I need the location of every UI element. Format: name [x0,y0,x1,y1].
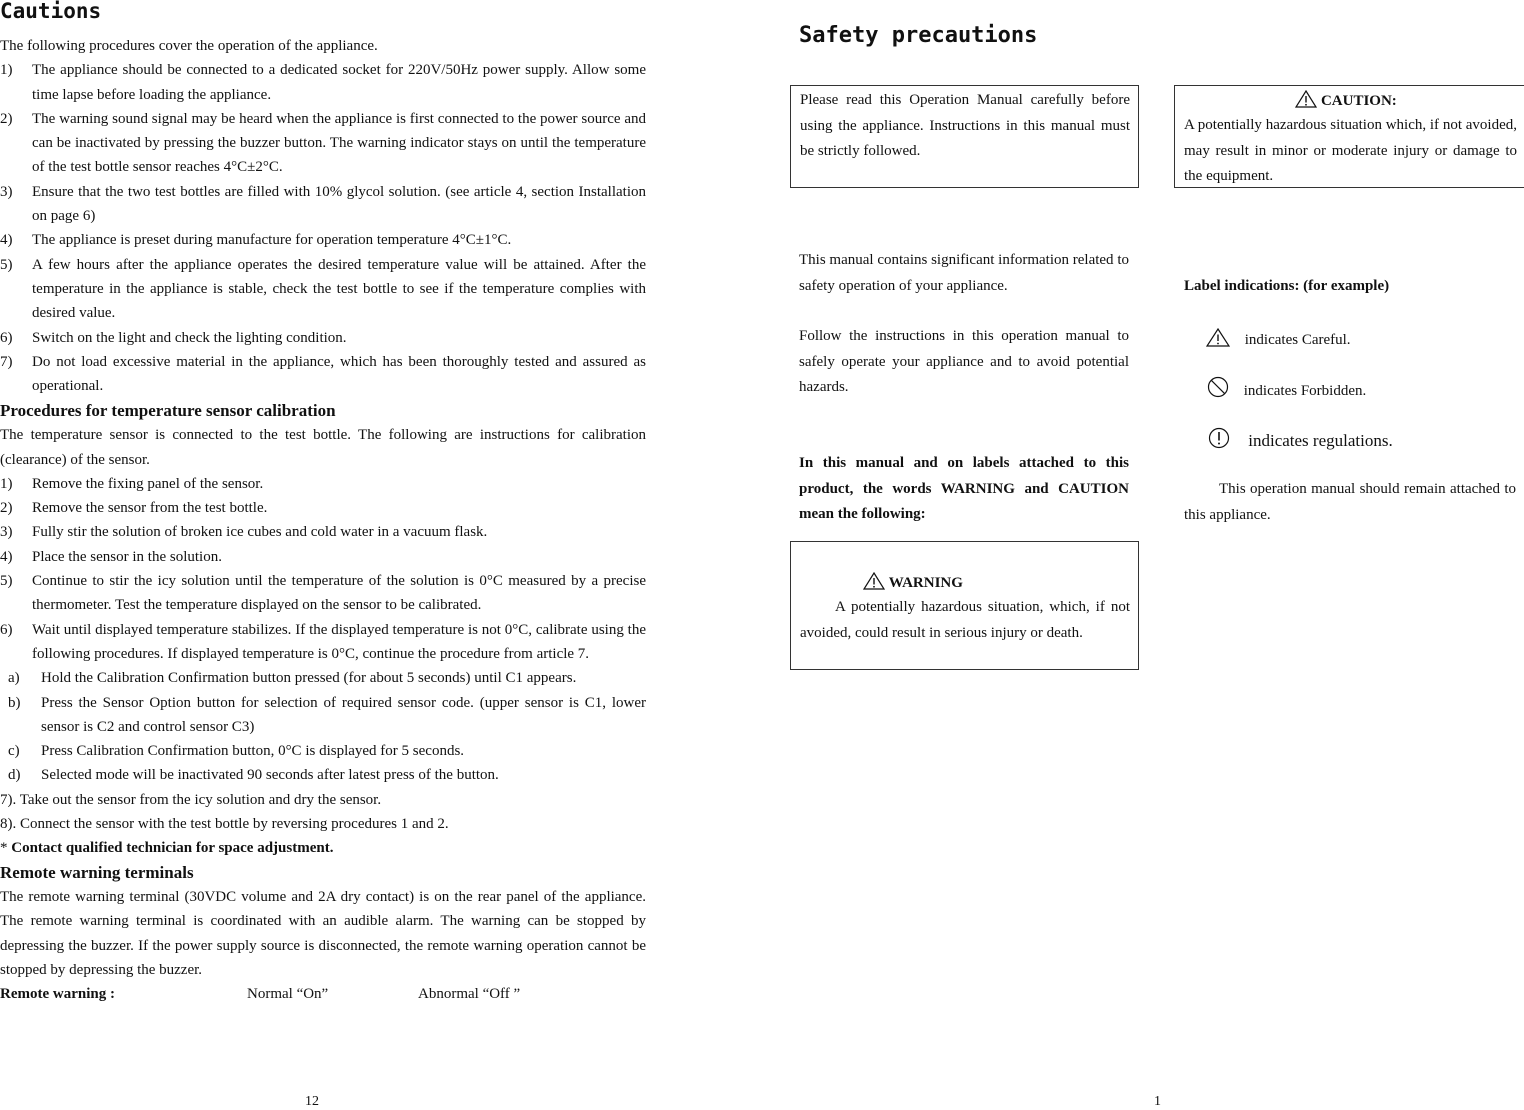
list-item [0,180,646,229]
calibration-step-7: 7). Take out the sensor from the icy solution and dry the sensor. [0,791,382,808]
list-text: A few hours after the appliance operates the desired temperature value will be attained. After the temperature in the appliance is stable, check the test bottle to see if the temperature complies with desired value. [32,256,646,322]
list-item [0,569,646,618]
forbidden-icon [1207,376,1229,398]
info-paragraph-2: Follow the instructions in this operation manual to safely operate your appliance and to avoid potential hazards. [799,328,1129,395]
list-number: 4) [0,232,13,249]
calibration-section [0,399,646,1006]
remote-status-row [0,982,646,1006]
warning-text: A potentially hazardous situation, which, if not avoided, could result in serious injury or death. [800,599,1130,641]
list-number: 1) [0,62,13,79]
list-text: Do not load excessive material in the appliance, which has been thoroughly tested and assured as operational. [32,353,646,395]
safety-title: Safety precautions [799,23,1038,48]
label-item-forbidden [1207,376,1366,402]
list-number: 2) [0,500,13,517]
caution-header [1175,90,1517,112]
list-text: Wait until displayed temperature stabilizes. If the displayed temperature is not 0°C, calibrate using the following procedures. If displayed temperature is 0°C, continue the procedure from article 7. [32,621,646,662]
remote-abnormal-status: Abnormal “Off ” [418,986,521,1003]
warning-triangle-icon [1295,90,1317,108]
list-item [0,350,646,399]
list-number: 5) [0,573,13,590]
contact-note-text: Contact qualified technician for space adjustment. [11,840,334,857]
read-manual-text: Please read this Operation Manual carefully before using the appliance. Instructions in this manual must be strictly followed. [800,92,1130,159]
label-text: indicates regulations. [1248,431,1393,450]
info-paragraph-1: This manual contains significant information related to safety operation of your appliance. [799,252,1129,294]
list-number: 6) [0,329,13,346]
label-item-regulations [1208,427,1393,452]
list-text: The appliance is preset during manufacture for operation temperature 4°C±1°C. [32,232,512,249]
list-item [0,545,646,569]
warning-label: WARNING [888,575,963,591]
list-number: 6) [0,621,13,638]
list-text: Press the Sensor Option button for selection of required sensor code. (upper sensor is C1, lower sensor is C2 and control sensor C3) [41,694,646,735]
warning-header [863,572,963,594]
warning-triangle-icon [1206,328,1230,347]
list-text: Hold the Calibration Confirmation button pressed (for about 5 seconds) until C1 appears. [41,670,577,687]
read-manual-box [790,85,1139,188]
list-item [0,618,646,667]
label-text: indicates Careful. [1244,332,1351,348]
remote-heading: Remote warning terminals [0,862,194,882]
list-text: Ensure that the two test bottles are filled with 10% glycol solution. (see article 4, section Installation on page 6) [32,183,646,225]
label-text: indicates Forbidden. [1243,383,1367,399]
page-number-right: 1 [1154,1094,1161,1109]
list-text: The warning sound signal may be heard when the appliance is first connected to the power source and can be inactivated by pressing the buzzer button. The warning indicator stays on until the temperature of the test bottle sensor reaches 4°C±2°C. [32,110,646,176]
list-number: 3) [0,183,13,200]
list-item [0,58,646,107]
remote-text: The remote warning terminal (30VDC volume and 2A dry contact) is on the rear panel of the appliance. The remote warning terminal is coordinated with an audible alarm. The warning can be stopped by depressing the buzzer. If the power supply source is disconnected, the remote warning operation cannot be stopped by depressing the buzzer. [0,888,646,978]
list-item [0,107,646,180]
list-number: 5) [0,256,13,273]
cautions-list [0,58,646,398]
list-item [0,763,646,787]
list-item [0,496,646,520]
warning-box [790,541,1139,670]
list-text: Remove the fixing panel of the sensor. [32,475,264,492]
list-item [0,691,646,740]
list-number: 3) [0,524,13,541]
label-item-careful [1206,328,1351,351]
calibration-intro: The temperature sensor is connected to the test bottle. The following are instructions for calibration (clearance) of the sensor. [0,427,646,468]
exclamation-circle-icon [1208,427,1230,449]
list-number: d) [8,767,21,784]
list-text: Selected mode will be inactivated 90 seconds after latest press of the button. [41,767,499,784]
list-text: Switch on the light and check the lighting condition. [32,329,347,346]
cautions-title: Cautions [0,0,102,23]
caution-label: CAUTION: [1320,93,1397,109]
list-number: 2) [0,110,13,127]
list-item [0,520,646,544]
remote-warning-label: Remote warning : [0,986,115,1003]
calibration-step-8: 8). Connect the sensor with the test bottle by reversing procedures 1 and 2. [0,816,449,833]
list-number: 1) [0,475,13,492]
list-number: b) [8,694,21,711]
list-item [0,228,646,252]
warning-triangle-icon [863,572,885,590]
meaning-paragraph: In this manual and on labels attached to this product, the words WARNING and CAUTION mean the following: [799,455,1129,522]
list-number: 7) [0,353,13,370]
list-item [0,326,646,350]
list-item [0,253,646,326]
list-text: Place the sensor in the solution. [32,548,222,565]
contact-note [0,836,646,860]
label-indications-heading: Label indications: (for example) [1184,278,1390,294]
list-item [0,739,646,763]
list-item [0,472,646,496]
list-text: Fully stir the solution of broken ice cubes and cold water in a vacuum flask. [32,524,488,541]
list-text: The appliance should be connected to a dedicated socket for 220V/50Hz power supply. Allow some time lapse before loading the appliance. [32,62,646,103]
contact-star: * [0,840,12,857]
list-number: a) [8,670,20,687]
list-text: Continue to stir the icy solution until the temperature of the solution is 0°C measured by a precise thermometer. Test the temperature displayed on the sensor to be calibrated. [32,573,646,614]
list-text: Remove the sensor from the test bottle. [32,500,268,517]
list-item [0,666,646,690]
calibration-heading: Procedures for temperature sensor calibration [0,401,336,420]
cautions-intro: The following procedures cover the operation of the appliance. [0,38,378,54]
list-number: 4) [0,548,13,565]
attached-note: This operation manual should remain attached to this appliance. [1184,481,1516,523]
list-text: Press Calibration Confirmation button, 0°C is displayed for 5 seconds. [41,743,465,760]
page-number-left: 12 [305,1094,319,1109]
list-number: c) [8,743,20,760]
caution-text: A potentially hazardous situation which, if not avoided, may result in minor or moderate injury or damage to the equipment. [1184,117,1517,184]
caution-box [1174,85,1524,188]
remote-normal-status: Normal “On” [247,986,329,1003]
